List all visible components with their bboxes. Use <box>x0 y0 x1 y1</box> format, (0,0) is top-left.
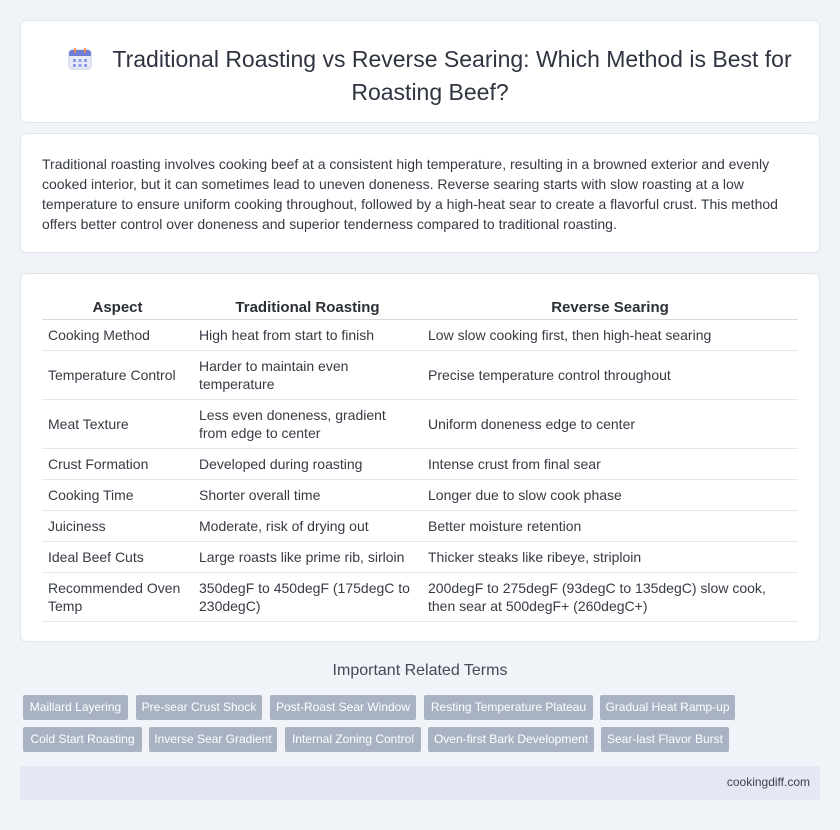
cell-traditional: Less even doneness, gradient from edge to center <box>193 400 422 449</box>
cell-reverse: Uniform doneness edge to center <box>422 400 798 449</box>
table-row <box>42 320 798 351</box>
cell-reverse: Longer due to slow cook phase <box>422 480 798 511</box>
table-row <box>42 511 798 542</box>
cell-reverse: Thicker steaks like ribeye, striploin <box>422 542 798 573</box>
cell-reverse: Precise temperature control throughout <box>422 351 798 400</box>
tag-post-roast-sear-window[interactable]: Post-Roast Sear Window <box>270 695 416 720</box>
cell-traditional: Harder to maintain even temperature <box>193 351 422 400</box>
table-row <box>42 449 798 480</box>
tag-gradual-heat-ramp-up[interactable]: Gradual Heat Ramp-up <box>600 695 735 720</box>
table-row <box>42 480 798 511</box>
cell-traditional: Large roasts like prime rib, sirloin <box>193 542 422 573</box>
tag-internal-zoning-control[interactable]: Internal Zoning Control <box>285 727 421 752</box>
title-card <box>20 20 820 123</box>
cell-aspect: Ideal Beef Cuts <box>42 542 193 573</box>
cell-reverse: Better moisture retention <box>422 511 798 542</box>
cell-traditional: Shorter overall time <box>193 480 422 511</box>
header-aspect: Aspect <box>42 295 193 320</box>
table-header-row <box>42 295 798 320</box>
header-reverse-searing: Reverse Searing <box>422 295 798 320</box>
tag-inverse-sear-gradient[interactable]: Inverse Sear Gradient <box>149 727 277 752</box>
page-title-wrap <box>61 44 799 107</box>
tag-pre-sear-crust-shock[interactable]: Pre-sear Crust Shock <box>136 695 262 720</box>
tag-maillard-layering[interactable]: Maillard Layering <box>23 695 128 720</box>
cell-aspect: Cooking Method <box>42 320 193 351</box>
cell-aspect: Crust Formation <box>42 449 193 480</box>
table-row <box>42 351 798 400</box>
cell-reverse: Intense crust from final sear <box>422 449 798 480</box>
calendar-icon <box>68 47 92 77</box>
footer <box>20 766 820 800</box>
cell-reverse: 200degF to 275degF (93degC to 135degC) slow cook, then sear at 500degF+ (260degC+) <box>422 573 798 622</box>
cell-traditional: High heat from start to finish <box>193 320 422 351</box>
cell-aspect: Cooking Time <box>42 480 193 511</box>
cell-aspect: Meat Texture <box>42 400 193 449</box>
cell-traditional: Moderate, risk of drying out <box>193 511 422 542</box>
comparison-table <box>42 295 798 622</box>
cell-traditional: Developed during roasting <box>193 449 422 480</box>
cell-traditional: 350degF to 450degF (175degC to 230degC) <box>193 573 422 622</box>
header-traditional-roasting: Traditional Roasting <box>193 295 422 320</box>
tag-resting-temperature-plateau[interactable]: Resting Temperature Plateau <box>424 695 593 720</box>
page-title: Traditional Roasting vs Reverse Searing: Which Method is Best for Roasting Beef? <box>112 46 792 105</box>
description-card <box>20 133 820 253</box>
related-terms-title: Important Related Terms <box>332 662 508 679</box>
footer-site-link[interactable]: cookingdiff.com <box>726 775 810 789</box>
table-row <box>42 400 798 449</box>
tag-cold-start-roasting[interactable]: Cold Start Roasting <box>23 727 142 752</box>
tag-sear-last-flavor-burst[interactable]: Sear-last Flavor Burst <box>601 727 729 752</box>
comparison-card <box>20 273 820 642</box>
cell-aspect: Temperature Control <box>42 351 193 400</box>
table-row <box>42 542 798 573</box>
cell-aspect: Recommended Oven Temp <box>42 573 193 622</box>
table-row <box>42 573 798 622</box>
cell-reverse: Low slow cooking first, then high-heat searing <box>422 320 798 351</box>
tag-oven-first-bark-development[interactable]: Oven-first Bark Development <box>428 727 594 752</box>
description-text: Traditional roasting involves cooking beef at a consistent high temperature, resulting in a browned exterior and evenly cooked interior, but it can sometimes lead to uneven doneness. Reverse searing starts with slow roasting at a low temperature to ensure uniform cooking throughout, followed by a high-heat sear to create a flavorful crust. This method offers better control over doneness and superior tenderness compared to traditional roasting. <box>42 156 778 232</box>
cell-aspect: Juiciness <box>42 511 193 542</box>
